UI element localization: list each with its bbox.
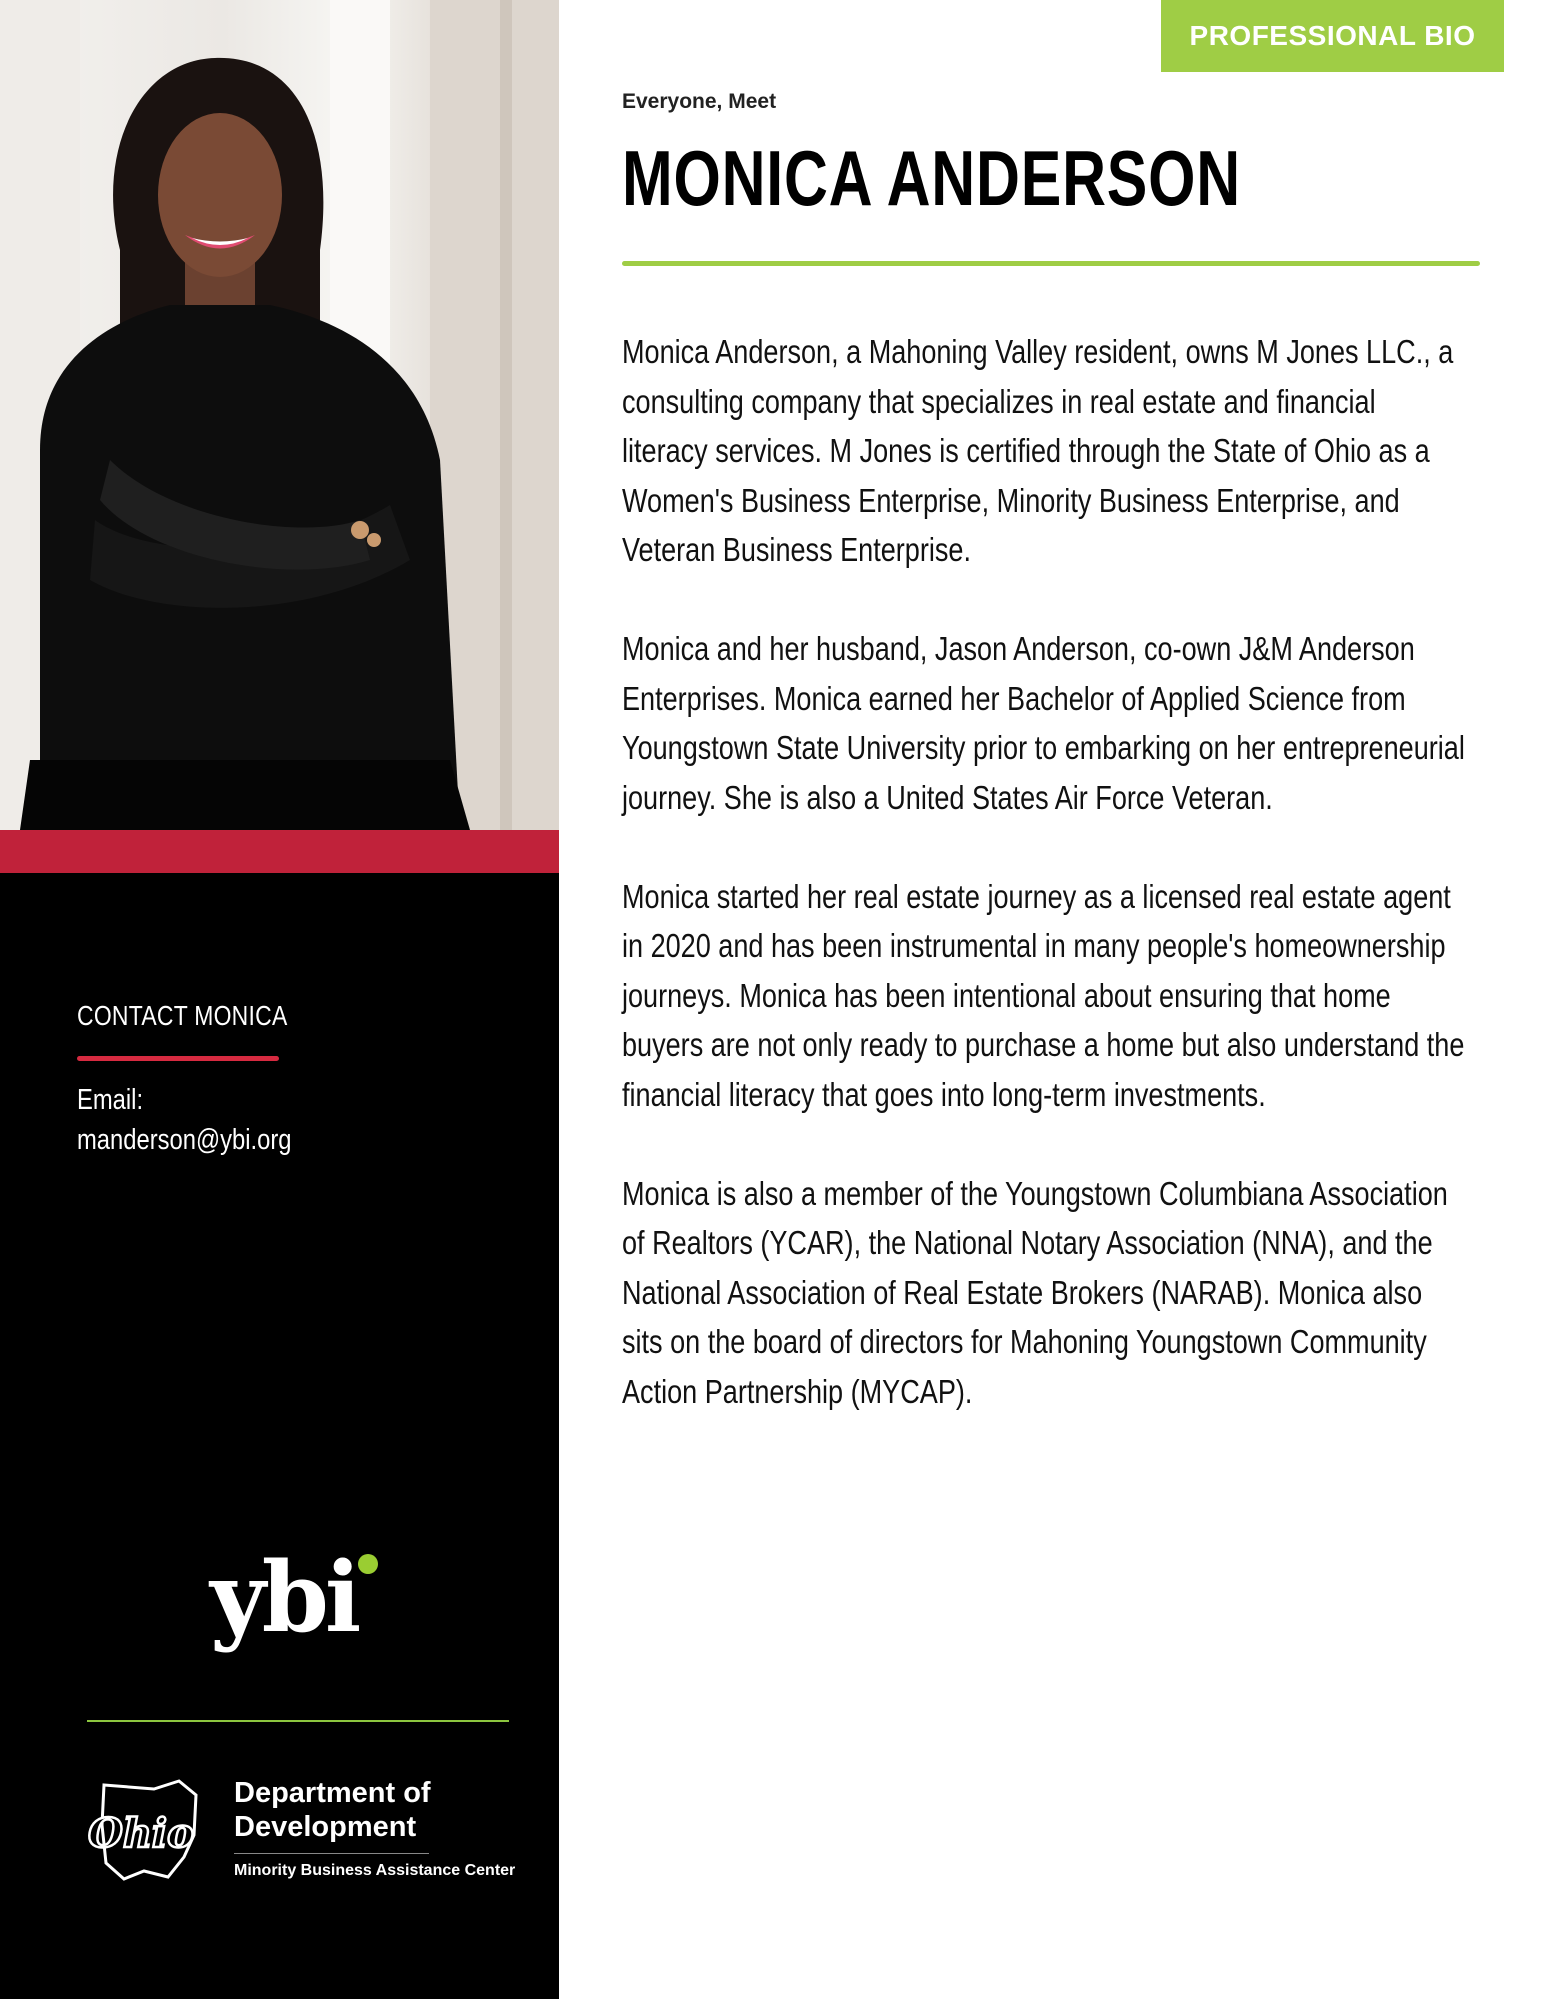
ohio-development-logo bbox=[84, 1775, 524, 1885]
bio-paragraph: Monica Anderson, a Mahoning Valley resident, owns M Jones LLC., a consulting company that specializes in real estate and financial literacy services. M Jones is certified through the State of Ohio as a Women's Business Enterprise, Minority Business Enterprise, and Veteran Business Enterprise. bbox=[622, 333, 1454, 568]
page-title: MONICA ANDERSON bbox=[622, 134, 1241, 222]
logo-divider bbox=[87, 1720, 509, 1722]
ybi-logo-text: ybi bbox=[210, 1541, 358, 1654]
ohio-state-icon bbox=[84, 1775, 214, 1885]
red-accent-band bbox=[0, 830, 559, 873]
bio-paragraph: Monica is also a member of the Youngstown Columbiana Association of Realtors (YCAR), the National Notary Association (NNA), and the National Association of Real Estate Brokers (NARAB). Monica also sits on the board of directors for Mahoning Youngstown Community Action Partnership (MYCAP). bbox=[622, 1174, 1448, 1410]
email-label: Email: bbox=[77, 1084, 144, 1116]
department-subtitle: Minority Business Assistance Center bbox=[234, 1862, 516, 1879]
department-divider bbox=[234, 1853, 429, 1854]
professional-bio-badge: PROFESSIONAL BIO bbox=[1161, 0, 1504, 72]
profile-photo bbox=[0, 0, 559, 830]
left-panel bbox=[0, 0, 559, 1999]
contact-divider bbox=[77, 1056, 279, 1061]
department-name-line1: Department of bbox=[234, 1777, 431, 1809]
bio-paragraph: Monica and her husband, Jason Anderson, co-own J&M Anderson Enterprises. Monica earned her Bachelor of Applied Science from Youngstown State University prior to embarking on her entrepreneurial journey. She is also a United States Air Force Veteran. bbox=[622, 630, 1465, 816]
bio-body bbox=[622, 327, 1467, 1466]
bio-paragraph: Monica started her real estate journey as a licensed real estate agent in 2020 and has been instrumental in many people's homeownership journeys. Monica has been intentional about ensuring that home buyers are not only ready to purchase a home but also understand the financial literacy that goes into long-term investments. bbox=[622, 877, 1465, 1113]
eyebrow-text: Everyone, Meet bbox=[622, 90, 777, 113]
ybi-logo bbox=[210, 1541, 385, 1660]
title-divider bbox=[622, 261, 1480, 266]
department-name-line2: Development bbox=[234, 1811, 417, 1843]
email-address: manderson@ybi.org bbox=[77, 1124, 292, 1156]
ybi-logo-dot bbox=[358, 1554, 378, 1574]
ohio-script-text: Ohio bbox=[88, 1810, 194, 1857]
contact-heading: CONTACT MONICA bbox=[77, 1000, 288, 1031]
